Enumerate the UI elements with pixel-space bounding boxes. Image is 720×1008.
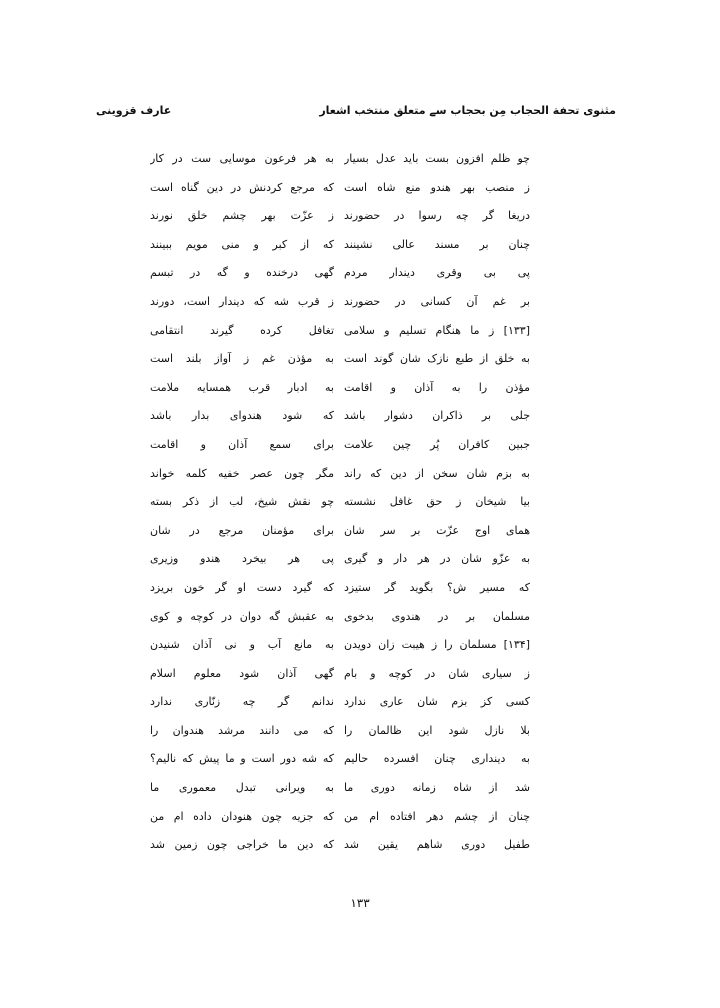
- verse-line: [150, 489, 530, 518]
- first-hemistich: بلا نازل شود این ظالمان را: [344, 723, 530, 737]
- first-hemistich: جلی بر ذاکران دشوار باشد: [344, 409, 530, 423]
- verse-line: [150, 175, 530, 204]
- verse-line: [150, 689, 530, 718]
- verse-line: [150, 346, 530, 375]
- first-hemistich: چو ظلم افزون بست باید عدل بسیار: [344, 152, 530, 165]
- second-hemistich: مگر چون عصر خفیه کلمه خواند: [150, 466, 334, 480]
- verse-line: [150, 604, 530, 633]
- first-hemistich: به خلق از طبع نازک شان گوند است: [344, 352, 530, 366]
- second-hemistich: ندانم گر چه زنّاری ندارد: [150, 695, 334, 709]
- header-title: مثنوی تحفة الحجاب مِن بحجاب سے متعلق منتخب اشعار: [319, 104, 616, 117]
- second-hemistich: که گیرد دست او گر خون بریزد: [150, 580, 334, 594]
- verse-line: [150, 232, 530, 261]
- first-hemistich: به عزّو شان در هر دار و گیری: [344, 552, 530, 566]
- first-hemistich: [۱۳۴] مسلمان را ز هیبت زان دویدن: [344, 638, 530, 652]
- second-hemistich: که مرجع کردنش در دین گناه است: [150, 180, 334, 194]
- verse-line: [150, 375, 530, 404]
- first-hemistich: بیا شیخان ز حق غافل نشسته: [344, 495, 530, 509]
- second-hemistich: پی هر بیخرد هندو وزیری: [150, 552, 334, 566]
- first-hemistich: جبین کافران پُر چین علامت: [344, 437, 530, 451]
- verse-line: [150, 575, 530, 604]
- second-hemistich: چو نقش شیخ، لب از ذکر بسته: [150, 495, 334, 509]
- verse-line: [150, 661, 530, 690]
- second-hemistich: به مانع آب و نی آذان شنیدن: [150, 638, 334, 652]
- running-header: [96, 104, 616, 124]
- verse-line: [150, 461, 530, 490]
- second-hemistich: به مؤذن غم ز آواز بلند است: [150, 352, 334, 366]
- first-hemistich: دریغا گر چه رسوا در حضورند: [344, 209, 530, 223]
- first-hemistich: به بزم شان سخن از دین که راند: [344, 466, 530, 480]
- first-hemistich: همای اوج عزّت بر سر شان: [344, 523, 530, 537]
- first-hemistich: چنان بر مسند عالی نشینند: [344, 237, 530, 251]
- first-hemistich: شد از شاه زمانه دوری ما: [344, 781, 530, 795]
- second-hemistich: به عقبش گه دوان در کوچه و کوی: [150, 609, 334, 623]
- verse-line: [150, 775, 530, 804]
- second-hemistich: که از کبر و منی مویم ببینند: [150, 237, 334, 251]
- verse-line: [150, 403, 530, 432]
- verse-line: [150, 546, 530, 575]
- first-hemistich: به دینداری چنان افسرده حالیم: [344, 752, 530, 766]
- second-hemistich: برای مؤمنان مرجع در شان: [150, 523, 334, 537]
- second-hemistich: تغافل کرده گیرند انتقامی: [150, 323, 334, 337]
- verse-line: [150, 518, 530, 547]
- first-hemistich: ز منصب بهر هندو منع شاه است: [344, 180, 530, 194]
- second-hemistich: ز عزّت بهر چشم خلق نورند: [150, 209, 334, 223]
- first-hemistich: چنان از چشم دهر افتاده ام من: [344, 809, 530, 823]
- second-hemistich: که شه دور است و ما پیش که نالیم؟: [150, 752, 334, 766]
- verse-line: [150, 432, 530, 461]
- verse-line: [150, 318, 530, 347]
- second-hemistich: ز قرب شه که دیندار است، دورند: [150, 294, 334, 308]
- first-hemistich: پی بی وقری دیندار مردم: [344, 266, 530, 280]
- first-hemistich: ز سیاری شان در کوچه و بام: [344, 666, 530, 680]
- second-hemistich: گهی آذان شود معلوم اسلام: [150, 666, 334, 680]
- verse-line: [150, 718, 530, 747]
- verse-line: [150, 832, 530, 861]
- first-hemistich: کسی کز بزم شان عاری ندارد: [344, 695, 530, 709]
- second-hemistich: که دین ما خراجی چون زمین شد: [150, 838, 334, 852]
- page-number: ۱۳۳: [350, 896, 370, 910]
- first-hemistich: [۱۳۳] ز ما هنگام تسلیم و سلامی: [344, 323, 530, 337]
- verse-line: [150, 260, 530, 289]
- verse-line: [150, 632, 530, 661]
- second-hemistich: به ادبار قرب همسایه ملامت: [150, 380, 334, 394]
- verse-line: [150, 804, 530, 833]
- second-hemistich: برای سمع آذان و اقامت: [150, 437, 334, 451]
- second-hemistich: که شود هندوای بدار باشد: [150, 409, 334, 423]
- second-hemistich: که جزیه چون هنودان داده ام من: [150, 809, 334, 823]
- first-hemistich: مؤذن را به آذان و اقامت: [344, 380, 530, 394]
- second-hemistich: گهی درخنده و گه در تبسم: [150, 266, 334, 280]
- verse-line: [150, 203, 530, 232]
- first-hemistich: طفیل دوری شاهم یقین شد: [344, 838, 530, 852]
- verse-line: [150, 289, 530, 318]
- second-hemistich: که می دانند مرشد هندوان را: [150, 723, 334, 737]
- header-author: عارف قزوینی: [96, 104, 172, 117]
- second-hemistich: به هر فرعون موسایی ست در کار: [150, 152, 334, 165]
- verse-line: [150, 746, 530, 775]
- second-hemistich: به ویرانی تبدل معموری ما: [150, 781, 334, 795]
- poem-body: [150, 146, 530, 861]
- first-hemistich: بر غم آن کسانی در حضورند: [344, 294, 530, 308]
- first-hemistich: مسلمان بر در هندوی بدخوی: [344, 609, 530, 623]
- first-hemistich: که مسیر ش؟ بگوید گر ستیزد: [344, 580, 530, 594]
- verse-line: [150, 146, 530, 175]
